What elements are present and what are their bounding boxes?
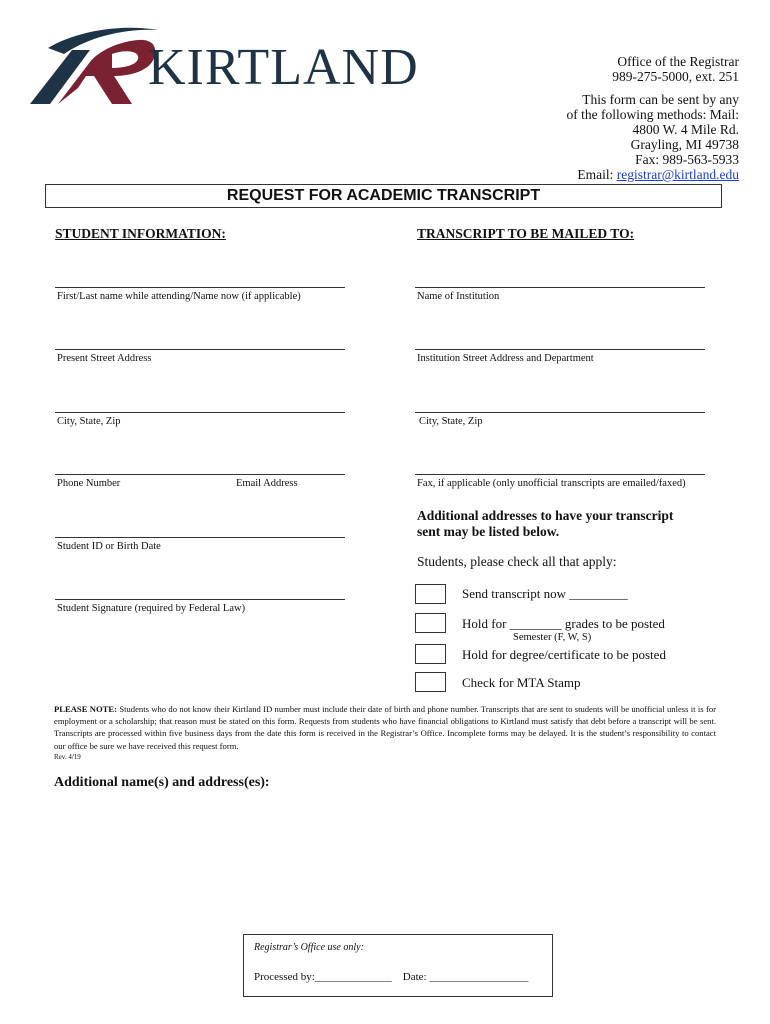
office-phone: 989-275-5000, ext. 251 — [612, 69, 739, 84]
name-caption: First/Last name while attending/Name now (if applicable) — [57, 291, 301, 302]
revision-date: Rev. 4/19 — [54, 753, 81, 761]
email-caption: Email Address — [236, 478, 298, 489]
please-note-paragraph — [54, 703, 716, 752]
phone-email-field[interactable] — [55, 474, 345, 475]
email-row — [479, 167, 739, 182]
send-now-checkbox[interactable] — [415, 584, 446, 604]
hold-grades-label: Hold for ________ grades to be posted — [462, 616, 665, 631]
signature-caption: Student Signature (required by Federal Law) — [57, 603, 246, 614]
address-caption: Present Street Address — [57, 353, 152, 364]
check-prompt: Students, please check all that apply: — [417, 554, 617, 569]
processed-by-line[interactable]: Processed by:______________ Date: __________________ — [254, 971, 529, 983]
city-field[interactable] — [55, 412, 345, 413]
registrar-use-title: Registrar’s Office use only: — [254, 942, 364, 953]
mail-street: 4800 W. 4 Mile Rd. — [632, 122, 739, 137]
email-label: Email: — [577, 167, 614, 182]
student-id-caption: Student ID or Birth Date — [57, 541, 161, 552]
please-note-label: PLEASE NOTE: — [54, 704, 117, 714]
fax-caption: Fax, if applicable (only unofficial transcripts are emailed/faxed) — [417, 478, 686, 489]
institution-city-field[interactable] — [415, 412, 705, 413]
additional-note-line2: sent may be listed below. — [417, 524, 560, 539]
mta-stamp-checkbox[interactable] — [415, 672, 446, 692]
signature-field[interactable] — [55, 599, 345, 600]
institution-field[interactable] — [415, 287, 705, 288]
please-note-text: Students who do not know their Kirtland ID number must include their date of birth and phone number. Transcripts that are sent to students will be unofficial unless it is for employment or a scholarship; that reason must be stated on this form. Requests from students who have financial obligations to Kirtland must satisfy that debt before a transcript will be sent. Transcripts are processed within five business days from the date this form is received in the Registrar’s Office. Incomplete forms may be delayed. It is the student’s responsibility to contact our office be sure we have received this request form. — [54, 704, 716, 751]
additional-names-heading: Additional name(s) and address(es): — [54, 775, 270, 790]
semester-caption: Semester (F, W, S) — [513, 632, 592, 643]
student-id-field[interactable] — [55, 537, 345, 538]
kirtland-wordmark: KIRTLAND — [148, 39, 419, 96]
institution-caption: Name of Institution — [417, 291, 500, 302]
name-field[interactable] — [55, 287, 345, 288]
kirtland-logo-mark — [28, 24, 160, 108]
form-title: REQUEST FOR ACADEMIC TRANSCRIPT — [45, 184, 722, 208]
institution-address-field[interactable] — [415, 349, 705, 350]
email-link[interactable]: registrar@kirtland.edu — [616, 167, 739, 182]
phone-caption: Phone Number — [57, 478, 121, 489]
institution-address-caption: Institution Street Address and Department — [417, 353, 594, 364]
address-field[interactable] — [55, 349, 345, 350]
city-caption: City, State, Zip — [57, 416, 121, 427]
mailed-to-heading: TRANSCRIPT TO BE MAILED TO: — [417, 226, 635, 241]
send-methods-text: This form can be sent by any — [582, 92, 739, 107]
send-now-label: Send transcript now _________ — [462, 586, 628, 601]
registrar-use-box — [243, 934, 553, 997]
hold-degree-label: Hold for degree/certificate to be posted — [462, 647, 666, 662]
mta-stamp-label: Check for MTA Stamp — [462, 675, 581, 690]
hold-grades-checkbox[interactable] — [415, 613, 446, 633]
student-info-heading: STUDENT INFORMATION: — [55, 226, 226, 241]
registrar-office-info — [479, 54, 739, 182]
fax-number: Fax: 989-563-5933 — [635, 152, 739, 167]
additional-addresses-note — [417, 508, 673, 540]
fax-field[interactable] — [415, 474, 705, 475]
mail-city: Grayling, MI 49738 — [630, 137, 739, 152]
send-methods-mail: of the following methods: Mail: — [566, 107, 739, 122]
hold-degree-checkbox[interactable] — [415, 644, 446, 664]
additional-names-area[interactable] — [54, 795, 716, 925]
office-name: Office of the Registrar — [617, 54, 739, 69]
institution-city-caption: City, State, Zip — [419, 416, 483, 427]
additional-note-line1: Additional addresses to have your transcript — [417, 508, 674, 523]
